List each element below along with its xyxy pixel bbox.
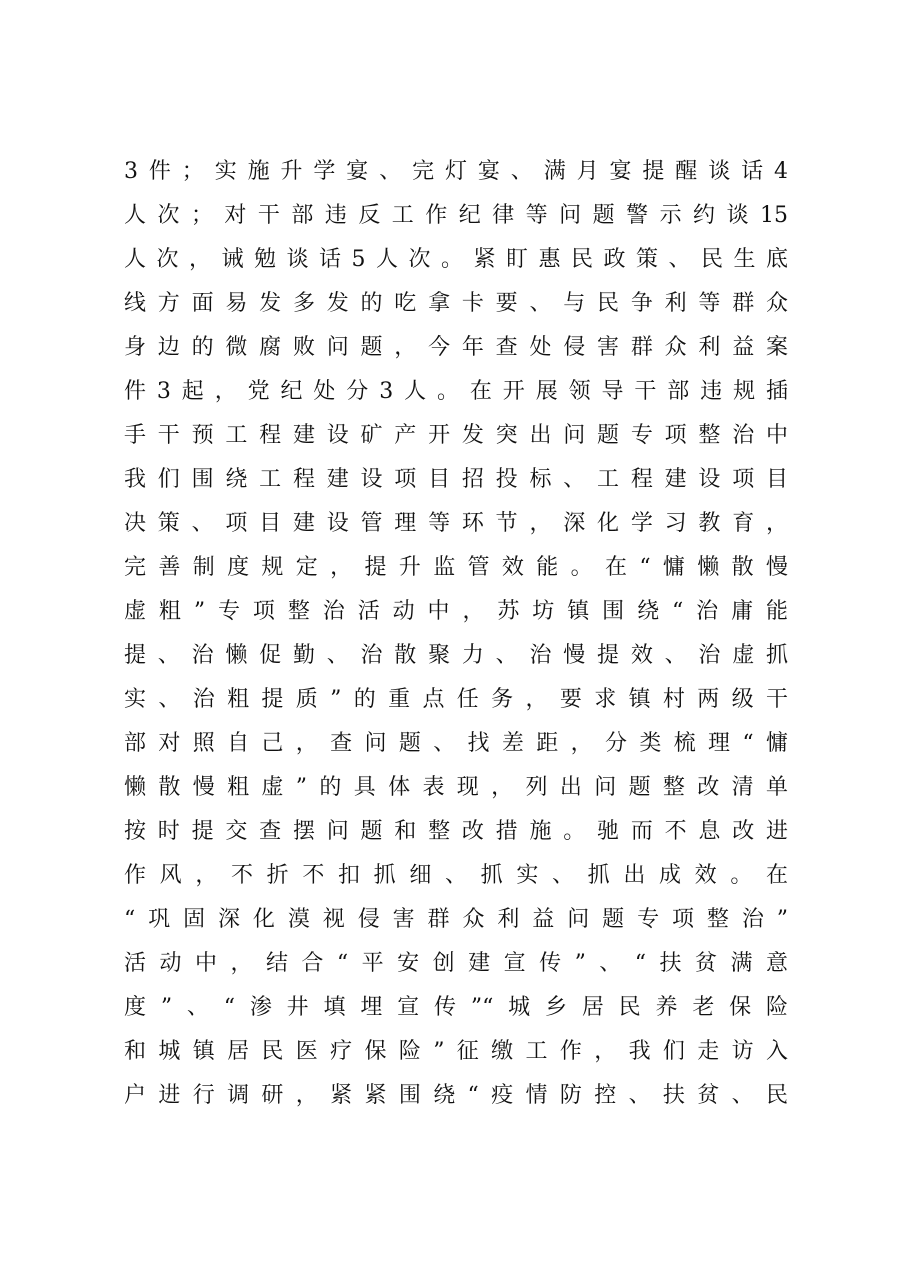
- text-line: 懒散慢粗虚”的具体表现，列出问题整改清单: [124, 775, 788, 800]
- text-line: 身边的微腐败问题，今年查处侵害群众利益案: [124, 335, 788, 360]
- text-line: 提、治懒促勤、治散聚力、治慢提效、治虚抓: [124, 643, 788, 668]
- text-line: 部对照自己，查问题、找差距，分类梳理“慵: [124, 731, 788, 756]
- body-text: [124, 150, 788, 1118]
- text-line: 作风，不折不扣抓细、抓实、抓出成效。在: [124, 863, 788, 888]
- text-line: 线方面易发多发的吃拿卡要、与民争利等群众: [124, 291, 788, 316]
- text-line: 按时提交查摆问题和整改措施。驰而不息改进: [124, 819, 788, 844]
- text-line: 我们围绕工程建设项目招投标、工程建设项目: [124, 467, 788, 492]
- text-line: 活动中，结合“平安创建宣传”、“扶贫满意: [124, 951, 788, 976]
- text-line: 决策、项目建设管理等环节，深化学习教育，: [124, 511, 788, 536]
- text-line: 3件；实施升学宴、完灯宴、满月宴提醒谈话4: [124, 159, 788, 184]
- text-line: 手干预工程建设矿产开发突出问题专项整治中: [124, 423, 788, 448]
- text-line: 实、治粗提质”的重点任务，要求镇村两级干: [124, 687, 788, 712]
- text-line: 户进行调研，紧紧围绕“疫情防控、扶贫、民: [124, 1083, 788, 1108]
- text-line: “巩固深化漠视侵害群众利益问题专项整治”: [124, 907, 788, 932]
- text-line: 人次，诫勉谈话5人次。紧盯惠民政策、民生底: [124, 247, 788, 272]
- text-line: 件3起，党纪处分3人。在开展领导干部违规插: [124, 379, 788, 404]
- text-line: 度”、“渗井填埋宣传”“城乡居民养老保险: [124, 995, 788, 1020]
- text-line: 人次；对干部违反工作纪律等问题警示约谈15: [124, 203, 788, 228]
- text-line: 和城镇居民医疗保险”征缴工作，我们走访入: [124, 1039, 788, 1064]
- text-line: 虚粗”专项整治活动中，苏坊镇围绕“治庸能: [124, 599, 788, 624]
- text-line: 完善制度规定，提升监管效能。在“慵懒散慢: [124, 555, 788, 580]
